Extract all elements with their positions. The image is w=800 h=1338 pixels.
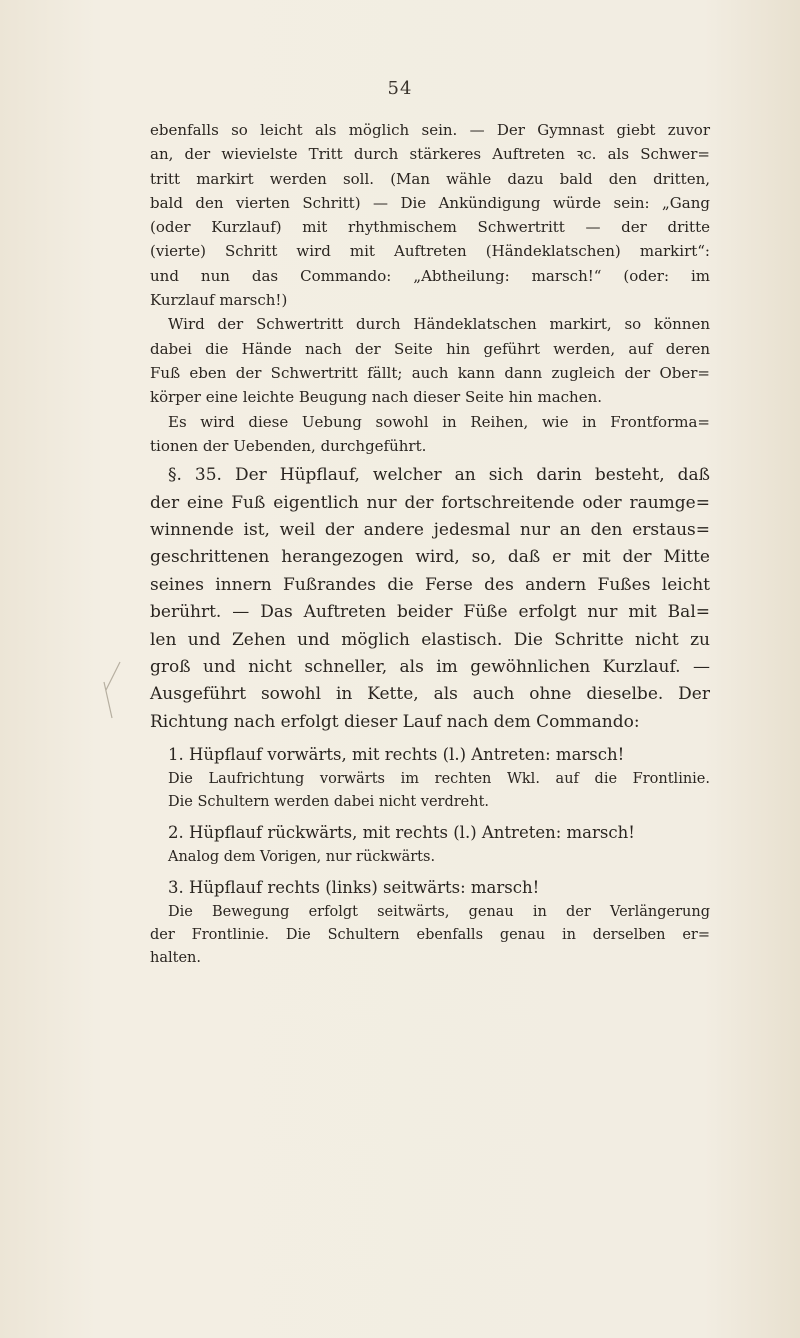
paragraph-haendeklatschen: [150, 312, 710, 409]
command-item: [150, 742, 710, 814]
section-heading-line: §. 35. Der Hüpflauf, welcher an sich darin besteht, daß: [168, 465, 710, 486]
text-line: Fuß eben der Schwertritt fällt; auch kann dann zugleich der Ober=: [150, 363, 710, 382]
text-line: seines innern Fußrandes die Ferse des andern Fußes leicht: [150, 574, 710, 595]
command-note: [150, 901, 710, 970]
command-item: [150, 875, 710, 970]
text-line: Richtung nach erfolgt dieser Lauf nach dem Commando:: [150, 711, 640, 732]
command-heading: 3. Hüpflauf rechts (links) seitwärts: marsch!: [168, 878, 540, 898]
text-line: tionen der Uebenden, durchgeführt.: [150, 436, 427, 455]
text-line: ebenfalls so leicht als möglich sein. — Der Gymnast giebt zuvor: [150, 121, 710, 139]
section-35-huepflauf: [150, 462, 710, 736]
page-number: 54: [387, 78, 413, 99]
text-line: bald den vierten Schritt) — Die Ankündigung würde sein: „Gang: [150, 193, 710, 212]
text-line: Wird der Schwertritt durch Händeklatschen markirt, so können: [168, 315, 710, 334]
text-line: Ausgeführt sowohl in Kette, als auch ohne dieselbe. Der: [150, 684, 710, 705]
text-line: tritt markirt werden soll. (Man wähle dazu bald den dritten,: [150, 169, 710, 188]
text-line: Analog dem Vorigen, nur rückwärts.: [168, 849, 436, 866]
text-line: winnende ist, weil der andere jedesmal nur an den erstaus=: [150, 519, 710, 540]
text-line: Die Laufrichtung vorwärts im rechten Wkl. auf die Frontlinie.: [168, 771, 710, 788]
text-line: (oder Kurzlauf) mit rhythmischem Schwertritt — der dritte: [150, 218, 710, 237]
text-line: berührt. — Das Auftreten beider Füße erfolgt nur mit Bal=: [150, 602, 710, 623]
text-line: halten.: [150, 950, 201, 967]
pencil-margin-mark: [100, 660, 126, 720]
paragraph-schwertritt: [150, 118, 710, 312]
command-heading: 2. Hüpflauf rückwärts, mit rechts (l.) Antreten: marsch!: [168, 823, 635, 843]
text-line: der eine Fuß eigentlich nur der fortschreitende oder raumge=: [150, 492, 710, 513]
command-list: [150, 742, 710, 970]
command-item: [150, 820, 710, 869]
text-line: körper eine leichte Beugung nach dieser Seite hin machen.: [150, 388, 603, 407]
command-heading: 1. Hüpflauf vorwärts, mit rechts (l.) Antreten: marsch!: [168, 745, 625, 765]
text-line: Die Schultern werden dabei nicht verdreht.: [168, 794, 490, 811]
text-line: dabei die Hände nach der Seite hin geführt werden, auf deren: [150, 339, 710, 358]
command-note: [150, 846, 710, 869]
text-line: Es wird diese Uebung sowohl in Reihen, wie in Frontforma=: [168, 412, 710, 431]
text-line: groß und nicht schneller, als im gewöhnlichen Kurzlauf. —: [150, 657, 710, 677]
text-line: Kurzlauf marsch!): [150, 291, 288, 310]
text-line: der Frontlinie. Die Schultern ebenfalls genau in derselben er=: [150, 927, 710, 944]
text-line: (vierte) Schritt wird mit Auftreten (Händeklatschen) markirt“:: [150, 242, 710, 261]
text-line: geschrittenen herangezogen wird, so, daß er mit der Mitte: [150, 547, 710, 568]
text-line: an, der wievielste Tritt durch stärkeres Auftreten ꝛc. als Schwer=: [150, 145, 710, 164]
text-line: len und Zehen und möglich elastisch. Die Schritte nicht zu: [150, 629, 710, 650]
text-line: Die Bewegung erfolgt seitwärts, genau in der Verlängerung: [168, 904, 710, 921]
paragraph-uebung: [150, 410, 710, 459]
text-body: [150, 118, 710, 970]
command-note: [150, 768, 710, 814]
text-line: und nun das Commando: „Abtheilung: marsch!“ (oder: im: [150, 266, 710, 285]
